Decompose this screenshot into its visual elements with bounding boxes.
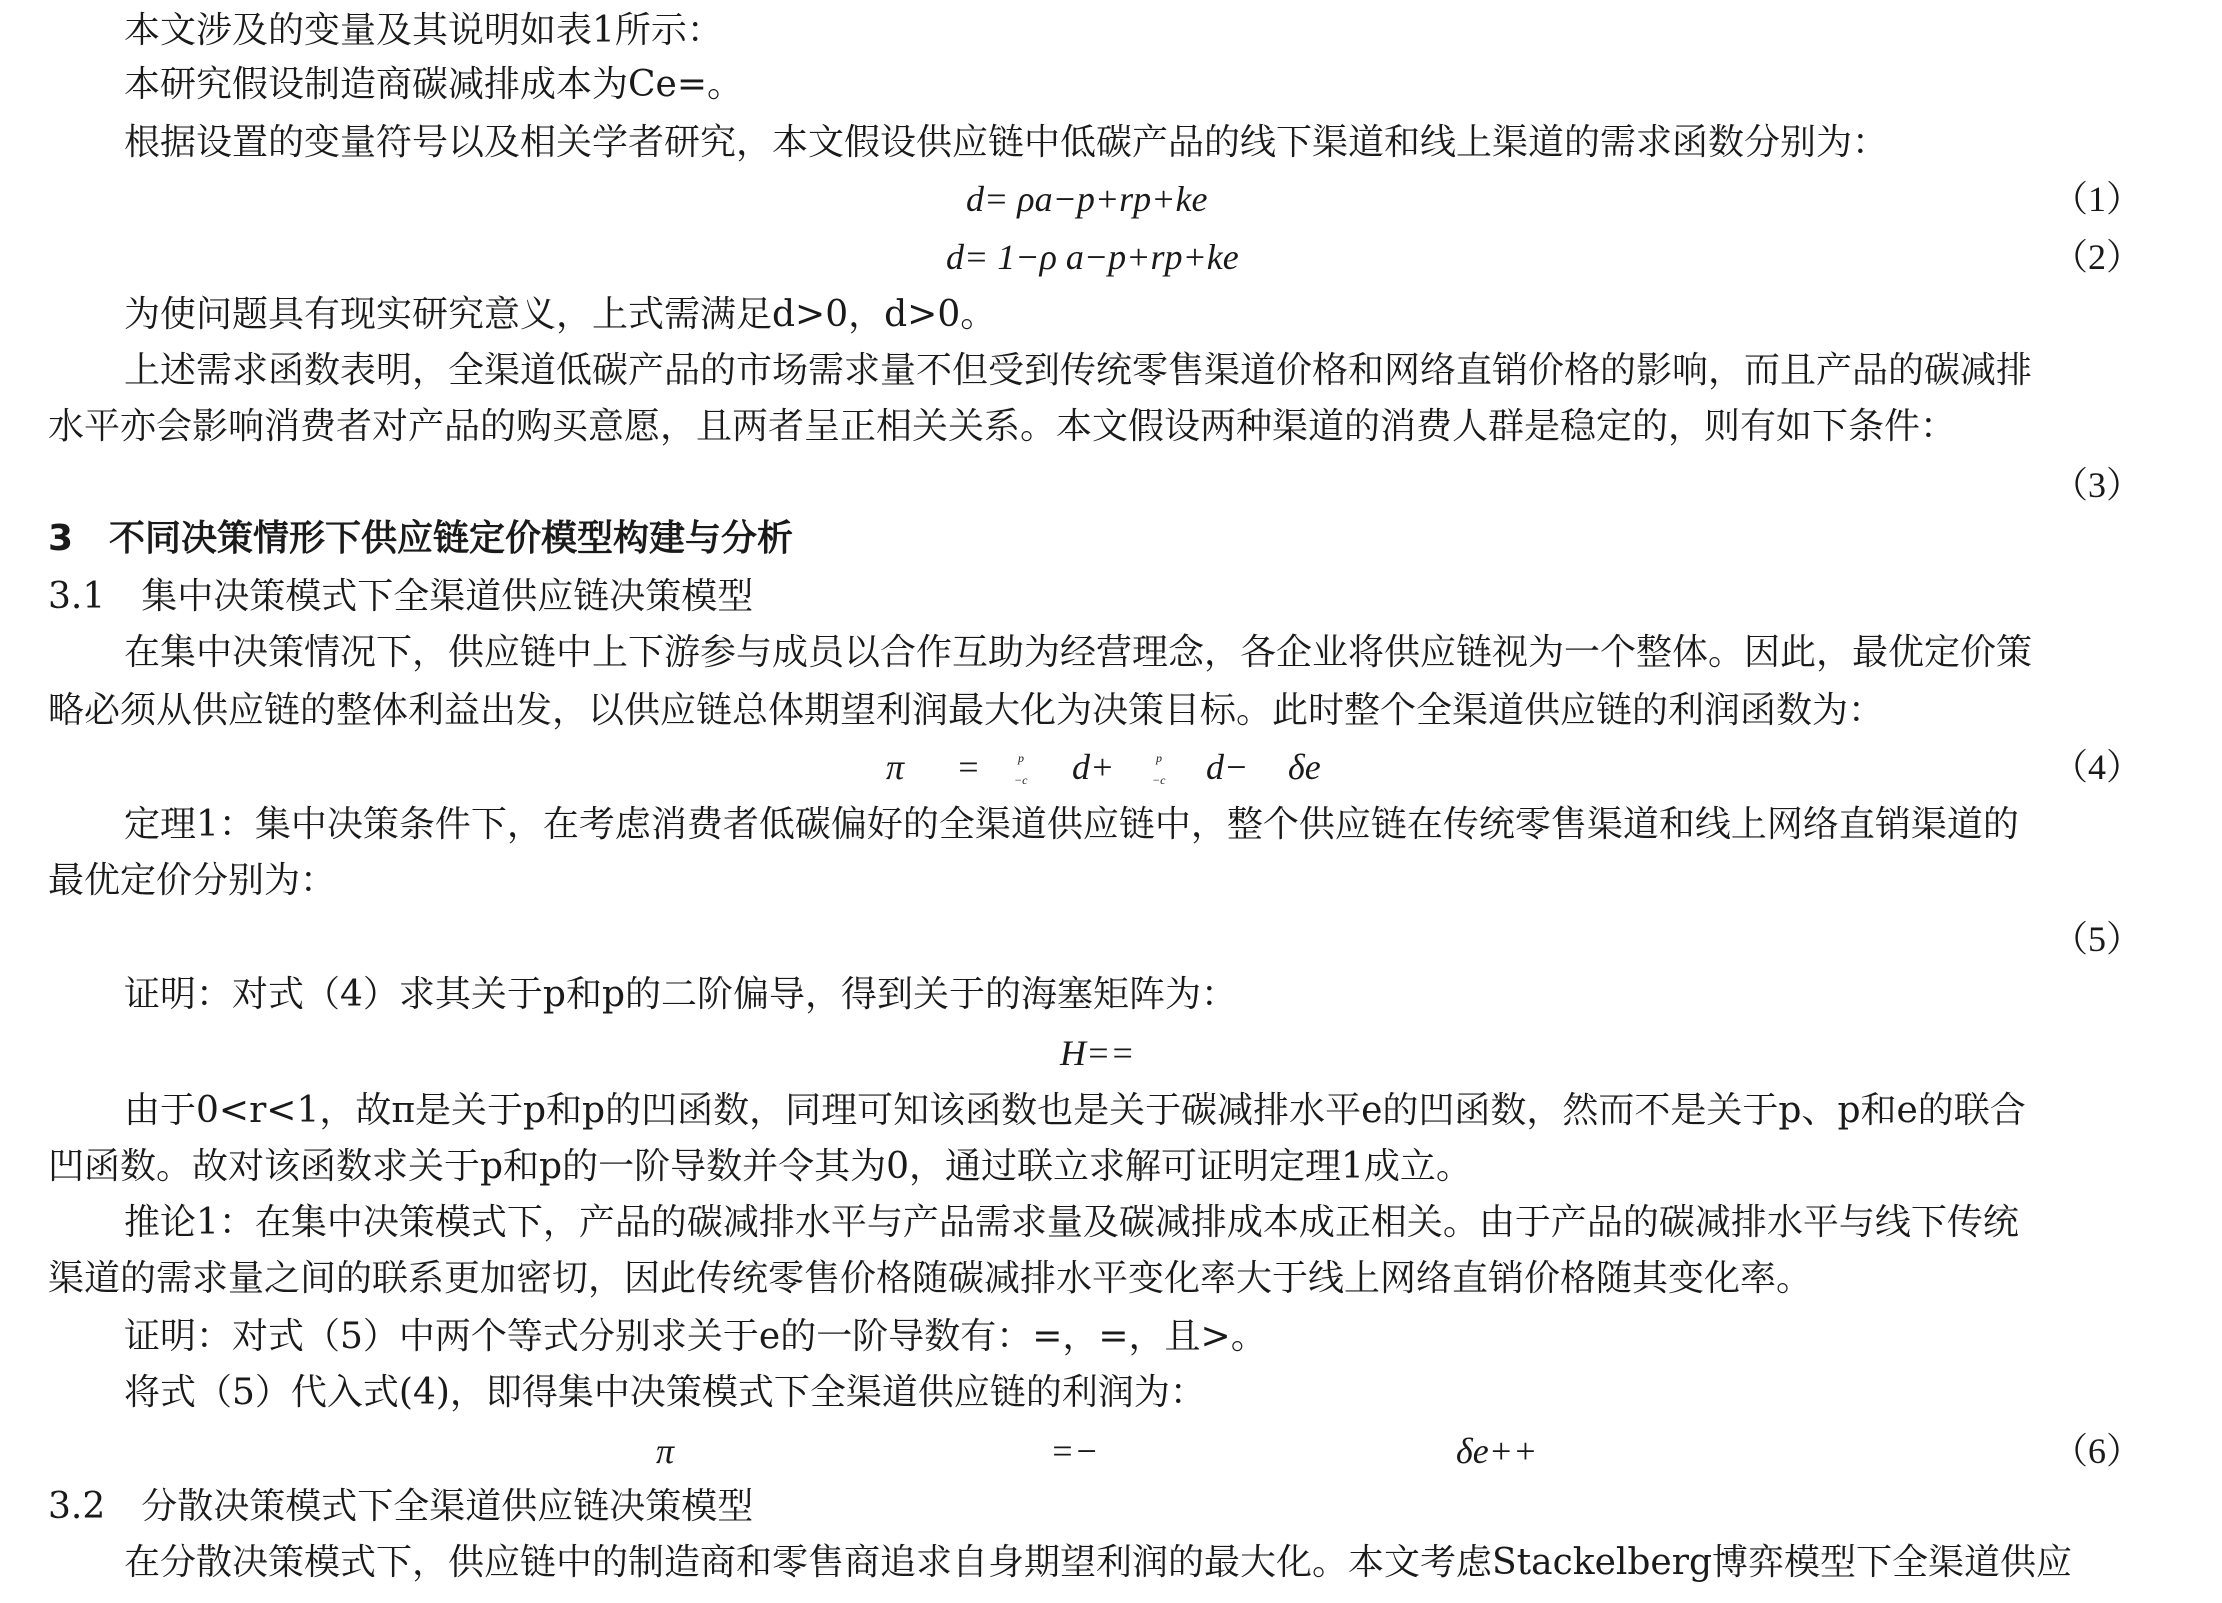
- superscript: p: [1018, 751, 1024, 765]
- section-heading: 3 不同决策情形下供应链定价模型构建与分析: [48, 518, 794, 559]
- text-line: 根据设置的变量符号以及相关学者研究，本文假设供应链中低碳产品的线下渠道和线上渠道的需求函数分别为：: [124, 122, 1889, 163]
- equation-2: d= 1−ρ a−p+rp+ke: [946, 237, 1239, 277]
- text-line: 证明：对式（5）中两个等式分别求关于e的一阶导数有：=，=，且>。: [124, 1316, 1267, 1357]
- equation-4: [0, 744, 2222, 794]
- text-line: 渠道的需求量之间的联系更加密切，因此传统零售价格随碳减排水平变化率大于线上网络直销价格随其变化率。: [48, 1258, 1813, 1299]
- equals-sign: =: [956, 747, 981, 787]
- hessian-matrix: H==: [1060, 1033, 1135, 1073]
- text-line: 上述需求函数表明，全渠道低碳产品的市场需求量不但受到传统零售渠道价格和网络直销价格的影响，而且产品的碳减排: [124, 350, 2033, 391]
- text-line: 将式（5）代入式(4)，即得集中决策模式下全渠道供应链的利润为：: [124, 1372, 1206, 1413]
- text-line: 本研究假设制造商碳减排成本为Ce=。: [124, 64, 744, 105]
- superscript: p: [1156, 751, 1162, 765]
- text-line: 略必须从供应链的整体利益出发，以供应链总体期望利润最大化为决策目标。此时整个全渠道供应链的利润函数为：: [48, 690, 1885, 731]
- equation-number: （3）: [2051, 465, 2142, 505]
- term: d−: [1206, 747, 1249, 787]
- equation-number: （5）: [2051, 919, 2142, 959]
- text-line: 最优定价分别为：: [48, 860, 337, 901]
- term: d+: [1072, 747, 1115, 787]
- subsection-heading: 3.1 集中决策模式下全渠道供应链决策模型: [48, 576, 754, 617]
- equation-number: （4）: [2051, 747, 2142, 787]
- equals-sign: =−: [1050, 1431, 1099, 1471]
- text-line: 本文涉及的变量及其说明如表1所示：: [124, 10, 723, 51]
- term: δe: [1288, 747, 1321, 787]
- equation-number: （1）: [2051, 179, 2142, 219]
- equation-number: （2）: [2051, 237, 2142, 277]
- text-line: 凹函数。故对该函数求关于p和p的一阶导数并令其为0，通过联立求解可证明定理1成立。: [48, 1146, 1472, 1187]
- pi-symbol: π: [886, 747, 905, 787]
- text-line: 定理1：集中决策条件下，在考虑消费者低碳偏好的全渠道供应链中，整个供应链在传统零售渠道和线上网络直销渠道的: [124, 804, 2019, 845]
- text-line: 为使问题具有现实研究意义，上式需满足d>0，d>0。: [124, 294, 997, 335]
- equation-number: （6）: [2051, 1431, 2142, 1471]
- equation-1: d= ρa−p+rp+ke: [966, 179, 1208, 219]
- subscript: −c: [1014, 773, 1028, 787]
- equation-6: [0, 1428, 2222, 1478]
- text-line: 推论1：在集中决策模式下，产品的碳减排水平与产品需求量及碳减排成本成正相关。由于产品的碳减排水平与线下传统: [124, 1202, 2019, 1243]
- text-line: 在分散决策模式下，供应链中的制造商和零售商追求自身期望利润的最大化。本文考虑Stackelberg博弈模型下全渠道供应: [124, 1542, 2072, 1583]
- subsection-heading: 3.2 分散决策模式下全渠道供应链决策模型: [48, 1486, 754, 1527]
- subscript: −c: [1152, 773, 1166, 787]
- text-line: 由于0<r<1，故π是关于p和p的凹函数，同理可知该函数也是关于碳减排水平e的凹函数，然而不是关于p、p和e的联合: [124, 1090, 2026, 1131]
- pi-symbol: π: [656, 1431, 675, 1471]
- text-line: 在集中决策情况下，供应链中上下游参与成员以合作互助为经营理念，各企业将供应链视为一个整体。因此，最优定价策: [124, 632, 2033, 673]
- term: δe++: [1456, 1431, 1538, 1471]
- text-line: 水平亦会影响消费者对产品的购买意愿，且两者呈正相关关系。本文假设两种渠道的消费人群是稳定的，则有如下条件：: [48, 406, 1957, 447]
- text-line: 证明：对式（4）求其关于p和p的二阶偏导，得到关于的海塞矩阵为：: [124, 974, 1237, 1015]
